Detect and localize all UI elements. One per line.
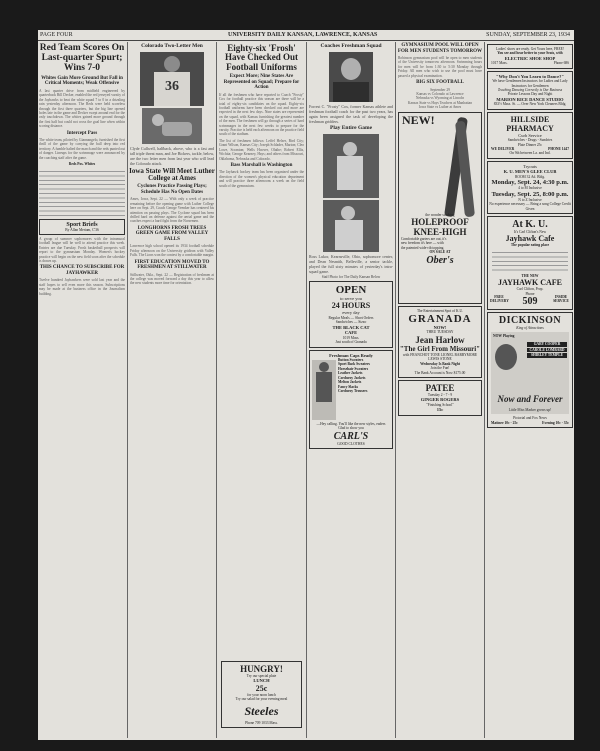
ad-line: Wednesday Is Bank Night [420,361,460,366]
dickinson-name: DICKINSON [498,314,562,326]
ad-line: Tryouts [523,163,537,169]
ad-line: Glad to show you [338,426,364,431]
section-heading: BIG SIX FOOTBALL [416,80,464,86]
ad-line: Private Lessons Day and Night [507,92,553,97]
ad-star: GARY COOPER [527,342,567,346]
ad-line: GOOD CLOTHES [337,441,365,446]
ad-line: 4 to M Inclusive [518,186,542,191]
ad-address: On 9th between La. and Ind. [509,151,551,156]
photo-title: Colorado Two-Letter Men [141,43,203,49]
issue-date: SUNDAY, SEPTEMBER 23, 1934 [486,32,570,38]
frosh-headline: Eighty-six 'Frosh' Have Checked Out Football Uniforms [225,43,298,72]
pharmacy-name: HILLSIDE PHARMACY [506,114,554,133]
dance-studio-ad [487,71,573,110]
column-rule [484,42,485,738]
ad-body-text [492,250,568,272]
movie-poster [491,332,569,414]
ad-line: No experience necessary — Bring a song College Credit Given [489,202,571,211]
ad-evening: Evening 10c - 35c [542,420,569,425]
cafe-name: JAYHAWK CAFE [498,278,562,288]
stocking-illustration [447,117,473,221]
ad-star: GINGER ROGERS [420,397,460,403]
holeproof-ad [398,112,482,304]
ad-line: Just south of Granada [335,340,367,345]
photo-credit: Staff Photo for The Daily Kansan Below [321,274,381,279]
frosh-subhead: Expect More; Nine States Are Represented on Squad; Prepare for Action [223,74,300,91]
steeles-ad [221,661,302,728]
section-heading: FIRST EDUCATION MOVED TO FRESHMEN AT STILLWATER [134,259,210,271]
ad-movie: "The Girl From Missouri" [399,344,481,353]
football-player-photo-2 [142,108,202,144]
paper-title: UNIVERSITY DAILY KANSAN, LAWRENCE, KANSAS [228,32,378,38]
red-team-headline: Red Team Scores On Last-quarter Spurt; Wins 7-0 [39,43,125,73]
electric-shoe-shop-ad [487,44,573,69]
ad-now: NOW! [433,324,447,330]
football-player-photo [140,52,204,106]
lineup-table [39,169,125,217]
ad-line: Little Miss Marker grows up! [508,407,552,412]
article-body: Lawrence high school opened its 1934 football schedule Friday afternoon on the University gridiron with Valley Falls. The Lions won the contest by a comfortable margin. [130,244,215,258]
ad-lunch: LUNCH [253,678,270,684]
column-5 [397,42,483,738]
ad-matinee: Matinee 10c - 25c [491,420,518,425]
patee-name: PATEE [425,382,455,393]
red-team-subhead: Whites Gain More Ground But Fall in Critical Moments; Weak Offensive [41,75,123,87]
column-2 [129,42,215,738]
jersey-number: 36 [154,72,190,106]
article-body: The white team, piloted by Giannangelo, furnished the first thrill of the game by carrying the ball deep into red territory. A fumble halted the march and the reds punted out of danger. Lineups for the scrimmage were announced by the coaching staff after the game. [39,138,125,160]
ad-line: for your noon lunch [247,692,276,697]
section-heading: LONGHORNS FROSH TREES GREEN GAME FROM VALLEY FALLS [135,225,209,242]
ad-line: THE NEW [521,273,539,278]
page-number: PAGE FOUR [40,32,73,38]
ad-line: Try our special plate [246,673,277,678]
ad-line: Try our salad for your evening meal [235,697,288,702]
article-body: The Jayhawk hockey team has been organized under the direction of the women's physical education department and will practice three afternoons a week on the field south of the gymnasium. [219,170,304,188]
photo-title: Play Entire Game [329,124,373,131]
ad-line: every day [342,310,360,316]
article-body: The list of freshmen follows: Leffel Helser, Bird City; Grant Wilson, Kansas City; Joseph Schlader, Marion; Cleo Lowe, Scranton; Wells Hoover, Olathe; Robert Ellis, Wichita; George Kearney, Hays; and others from Missouri, Oklahoma, Nebraska and Colorado. [219,138,304,161]
column-rule [127,42,128,738]
player-photo [323,134,379,198]
ad-new: NEW! [402,112,435,127]
knee-high-name: KNEE-HIGH [413,226,467,237]
hillside-pharmacy-ad [487,112,573,159]
ad-phone: 509 [522,295,538,307]
ad-address: 1017 Mass. [491,61,508,66]
ad-title: Freshman Caps Ready [329,352,373,358]
ad-star: Jean Harlow [415,334,465,345]
article-body: If all the freshmen who have reported to Coach "Frosty" Cox for football practice this season are there will be a total of eighty-six candidates on the squad. Eighty-six football uniforms have been checked out and more are expected in the next few days. Nine states are represented on the squad, with Kansas furnishing the greatest number of the men. The freshmen will go through a series of hard scrimmages in the next few weeks to prepare for the varsity. Practice is held each afternoon on the practice field south of the stadium. [219,92,304,137]
player-photo [323,200,379,252]
ad-line: Carl Clifton, Prop. [516,287,544,292]
photo-title: Coaches Freshman Squad [320,43,382,49]
glee-club-ad [487,161,573,214]
article-body: A group of summer sophomores with the intramural football league will be well to attend practice this week. Entries are due Tuesday. Frosh basketball prospects will report to the gymnasium Monday. Women's hockey practice will begin on the new field soon after the schedule is drawn up. [39,236,125,263]
dickinson-theatre-ad [487,312,573,428]
article-body: A last quarter drive from midfield engineered by quarterback Bill Decker, enabled the red jerseyed varsity of the Jayhawks to beat the white squad 7 to 0 in a drizzling rain yesterday afternoon. The Reds were held scoreless through the first three quarters, but the big line opened holes late in the game and Decker swept around end for the only touchdown. The whites gained more ground through the first half but could not cross the goal line when within scoring distance. [39,88,125,129]
ad-line: the wonder stocking [425,212,455,217]
ad-line: The Entertainment Spot of K.U. [416,308,464,313]
ad-date: Tuesday, Sept. 25, 8:00 p.m. [491,190,569,198]
black-cat-ad [309,281,393,348]
column-1 [38,42,126,738]
granada-name: GRANADA [408,312,472,325]
cafe-name: Jayhawk Cafe [505,234,555,244]
ad-line: Tuesday 2 - 7 - 9 [427,392,453,397]
ad-inside: INSIDE SERVICE [553,294,569,304]
pool-headline: GYMNASIUM POOL WILL OPEN FOR MEN STUDENTS TOMORROW [397,43,483,54]
black-cat-name: THE BLACK CAT [332,324,370,330]
ad-hours: 24 HOURS [331,301,371,311]
ad-price: 25c [255,683,268,693]
ad-line: Teaching Dancing Correctly is Our Business [497,88,563,93]
ad-line: Sandwiches — Sizzo [335,320,367,325]
section-heading: Bass Marshall is Washington [230,162,293,168]
ad-free: FREE DELIVERY [490,294,509,304]
ad-open: OPEN [335,283,367,296]
column-rule [395,42,396,738]
ad-price: 15c [436,407,444,413]
ad-line: It's Carl Clifton's New [513,229,547,234]
dance-studio-name: MARION RICE DANCE STUDIO [496,96,564,102]
ad-line: to serve you [340,295,362,301]
iowa-state-headline: Iowa State Will Meet Luther College at Ames [129,166,215,183]
patee-ad [398,380,482,416]
carls-logo: CARL'S [333,430,369,442]
ad-title: At K. U. [512,218,548,230]
lineup-header: Reds Pos. Whites [68,162,96,167]
section-heading: THIS CHANCE TO SUBSCRIBE FOR JAYHAWKER [39,265,125,276]
section-heading: Intercept Pass [66,130,98,136]
ad-star: CAROLE LOMBARD [527,348,567,352]
ad-line: King of Attractions [516,325,544,330]
ad-line: —Hey calling. You'll like the new styles, eaders [316,422,386,427]
ad-deliver: WE DELIVER [491,147,515,152]
ad-line: The popular eating place [510,243,550,248]
column-rule [306,42,307,738]
hungry-heading: HUNGRY! [240,663,283,674]
glee-club-name: K. U. MEN'S GLEE CLUB [503,169,557,175]
ad-line: Sandwiches - Drugs - Sundries [507,138,553,143]
ad-text: Comfortable garters are out, it's new freedom it's here — with the patented wide-rib topping. [401,236,447,250]
ad-address: 1019 Mass. [342,335,360,340]
article-body: Robinson gymnasium pool will be open to men students of the University tomorrow afternoon. Swimming hours for men will be from 1:30 to 5:30 Monday through Friday. All men who wish to use the pool must have passed a physical examination. [398,56,482,78]
jayhawk-cafe-ad [487,216,573,310]
ad-line: THRU TUESDAY [426,330,454,335]
ad-line: Ladies' shoes are ready. Get Yours here, FREE! [495,47,565,51]
ad-line: with FRANCHOT TONE LIONEL BARRYMORE LEWIS STONE [402,352,478,362]
ad-movie: Now and Forever [497,394,563,405]
ad-line: You see and hear better in your Seats, with [497,51,563,56]
ad-phone: Phone 686 [553,61,569,66]
ad-line: Curb Service [518,132,542,138]
column-rule [216,42,217,738]
ad-movie: "Finishing School" [426,402,454,407]
article-body: Ames, Iowa, Sept. 22 — With only a week of practice remaining before the opening game with Luther College here on Sept. 29, Coach George Veenker has centered his attention on passing plays. The Cyclone squad has been drilled hard on defense against the aerial game and the coaches expect a hard fight from the Norsemen. [130,197,214,224]
clothing-illustration [312,360,336,420]
ad-line: ROOM 32 Ad. Bldg. [514,174,546,179]
ad-line: We have Gentlemen Instructors for Ladies and Lady Instructors for Gentlemen [492,79,568,88]
ad-line: Pictorial and Fox News [513,416,547,421]
article-body: Twelve hundred Jayhawkers were sold last year and the staff hopes to sell even more this season. Subscriptions may be made at the business office in the Journalism building. [39,278,125,296]
ad-line: ON SALE AT [429,250,451,255]
ad-address: 833½ Mass. St. — Over New York Cleaners Bldg. [493,102,567,107]
ad-line: Plate Dinner 25c [517,142,543,147]
article-body: Stillwater, Okla., Sept. 22 — Registration of freshmen at the college was moved forward a day this year to allow the new students more time for orientation. [130,272,214,286]
ad-cafe: CAFE [344,330,358,336]
ad-phone-label: Phone [525,291,535,296]
column-3 [218,42,305,738]
ad-line: Join the Fun! [430,366,450,371]
ad-now: NOW Playing [493,334,515,339]
shoe-shop-name: ELECTRIC SHOE SHOP [504,55,556,61]
ad-star: SHIRLEY TEMPLE [527,353,567,357]
game-schedule: September 29 Kansas vs Colorado at Lawrence Nebraska vs Wyoming at Lincoln Kansas State vs Hays Teachers at Manhattan Iowa State vs Luther at Ames [407,87,473,110]
obers-logo: Ober's [426,254,454,266]
ad-line: Regular Meals — Short Orders [328,315,374,320]
ad-title: "Why Don't You Learn to Dance?" [496,73,564,79]
column-6 [486,42,574,738]
ad-line: N to Z Inclusive [518,197,542,202]
granada-ad [398,306,482,378]
ad-address: Phone 709 1033 Mass. [245,720,278,725]
steeles-logo: Steeles [244,703,279,718]
carls-clothes-ad [309,350,393,450]
sport-briefs-box [39,219,125,235]
ad-phone: PHONE 1447 [548,147,569,152]
sport-briefs-byline: By Allan Meriam, C'36 [65,227,99,232]
newspaper-page [38,30,574,740]
photo-caption: Ross Lukor, Kearnsville, Ohio, sophomore center, and Dean Nesmith, Belleville, a senior tackle, played the full sixty minutes of yesterday's intra-squad game. [309,253,393,274]
ad-date: Monday, Sept. 24, 4:30 p.m. [491,179,569,187]
ad-line: The Bank Account is Now $175.00 [414,370,466,375]
column-4 [308,42,394,738]
photo-caption: Clyde Cullwell, halfback, above, who is a fast and tall triple threat man, and Joe Bickers, tackle, below, are the two letter men from last year who will lead the Colorado attack. [130,145,214,166]
holeproof-brand: HOLEPROOF [411,216,469,227]
photo-caption: Forrest C. "Frosty" Cox, former Kansas athlete and freshman football coach for the past two years, has again been assigned the task of developing the freshman gridders. [309,103,393,124]
masthead [38,30,574,41]
coach-photo [329,52,373,102]
iowa-state-subhead: Cyclones Practice Passing Plays; Schedule Has No Open Dates [137,184,207,195]
ad-item-list: Button Sweaters Sport Back Sweaters Horsehair Sweaters Leather Jackets Corduroy Jackets Melton Jackets Fancy Slacks Corduroy Trousers [338,358,370,393]
sport-briefs-title: Sport Briefs [66,221,98,228]
